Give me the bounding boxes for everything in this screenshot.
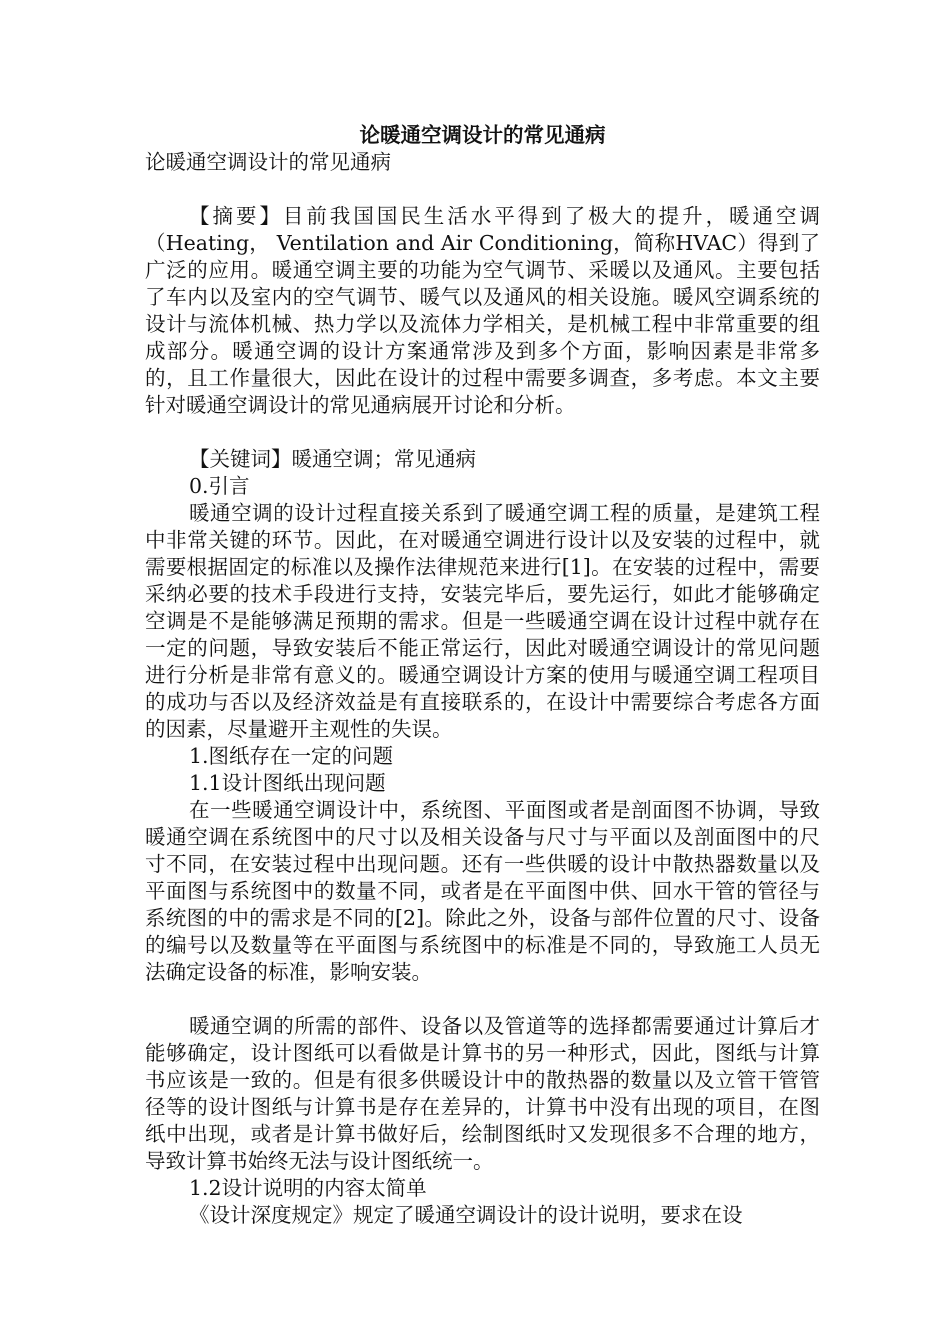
heading-1-1: 1.1设计图纸出现问题 [189, 771, 386, 795]
spacer [145, 419, 820, 446]
document-page [145, 122, 820, 1229]
keywords-line: 【关键词】暖通空调；常见通病 [189, 447, 476, 471]
section-1-1-paragraph-a: 在一些暖通空调设计中，系统图、平面图或者是剖面图不协调，导致暖通空调在系统图中的尺寸以及相关设备与尺寸与平面以及剖面图中的尺寸不同，在安装过程中出现问题。还有一些供暖的设计中散热器数量以及平面图与系统图中的数量不同，或者是在平面图中供、回水干管的管径与系统图的中的需求是不同的[2]。除此之外，设备与部件位置的尺寸、设备的编号以及数量等在平面图与系统图中的标准是不同的，导致施工人员无法确定设备的标准，影响安装。 [145, 798, 820, 984]
spacer [145, 986, 820, 1013]
doc-title: 论暖通空调设计的常见通病 [359, 123, 606, 147]
doc-subtitle: 论暖通空调设计的常见通病 [145, 150, 391, 174]
heading-intro: 0.引言 [189, 474, 250, 498]
spacer [145, 176, 820, 203]
section-1-1-paragraph-b: 暖通空调的所需的部件、设备以及管道等的选择都需要通过计算后才能够确定，设计图纸可以看做是计算书的另一种形式，因此，图纸与计算书应该是一致的。但是有很多供暖设计中的散热器的数量以及立管干管管径等的设计图纸与计算书是存在差异的，计算书中没有出现的项目，在图纸中出现，或者是计算书做好后，绘制图纸时又发现很多不合理的地方，导致计算书始终无法与设计图纸统一。 [145, 1014, 820, 1173]
section-1-2-paragraph: 《设计深度规定》规定了暖通空调设计的设计说明，要求在设 [189, 1203, 743, 1227]
heading-1-2: 1.2设计说明的内容太简单 [189, 1176, 427, 1200]
intro-paragraph: 暖通空调的设计过程直接关系到了暖通空调工程的质量，是建筑工程中非常关键的环节。因此，在对暖通空调进行设计以及安装的过程中，就需要根据固定的标准以及操作法律规范来进行[1]。在安装的过程中，需要采纳必要的技术手段进行支持，安装完毕后，要先运行，如此才能够确定空调是不是能够满足预期的需求。但是一些暖通空调在设计过程中就存在一定的问题，导致安装后不能正常运行，因此对暖通空调设计的常见问题进行分析是非常有意义的。暖通空调设计方案的使用与暖通空调工程项目的成功与否以及经济效益是有直接联系的，在设计中需要综合考虑各方面的因素，尽量避开主观性的失误。 [145, 501, 820, 741]
heading-1: 1.图纸存在一定的问题 [189, 744, 394, 768]
abstract-paragraph: 【摘要】目前我国国民生活水平得到了极大的提升，暖通空调（Heating， Ventilation and Air Conditioning，简称HVAC）得到了广泛的应用。暖通空调主要的功能为空气调节、采暖以及通风。主要包括了车内以及室内的空气调节、暖气以及通风的相关设施。暖风空调系统的设计与流体机械、热力学以及流体力学相关，是机械工程中非常重要的组成部分。暖通空调的设计方案通常涉及到多个方面，影响因素是非常多的，且工作量很大，因此在设计的过程中需要多调查，多考虑。本文主要针对暖通空调设计的常见通病展开讨论和分析。 [145, 204, 820, 417]
